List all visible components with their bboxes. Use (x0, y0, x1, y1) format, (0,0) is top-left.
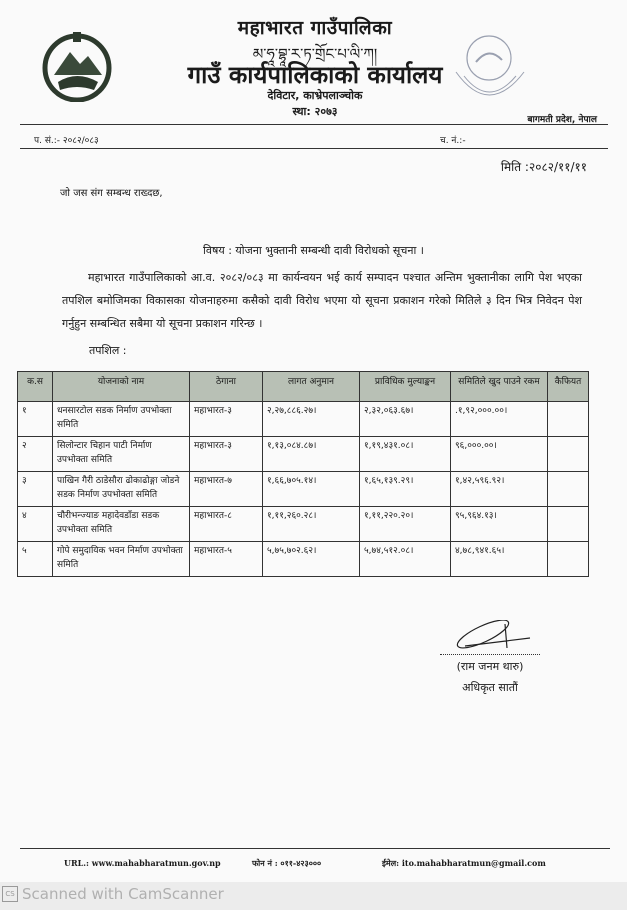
cell-remarks (548, 472, 589, 507)
details-label: तपशिल : (89, 344, 127, 357)
table-row (18, 542, 589, 577)
footer-email: ईमेल: ito.mahabharatmun@gmail.com (382, 858, 546, 868)
letter-reference-number: प. सं.:- २०८२/०८३ (34, 136, 99, 146)
cell-technical-evaluation: १,६५,१३९.२९। (360, 472, 451, 507)
camscanner-text: Scanned with CamScanner (22, 885, 224, 903)
col-header-remarks: कैफियत (548, 372, 589, 402)
cell-project-name: गोपे समुदायिक भवन निर्माण उपभोक्ता समिति (53, 542, 190, 577)
col-header-serial: क.स (18, 372, 53, 402)
municipality-name: महाभारत गाउँपालिका (237, 17, 393, 39)
camscanner-logo-icon: CS (2, 886, 18, 902)
col-header-cost-estimate: लागत अनुमान (263, 372, 360, 402)
cell-project-name: पाखिन गैरी ठाडेसौरा ढोकाढोङ्गा जोडने सडक निर्माण उपभोक्ता समिति (53, 472, 190, 507)
cell-remarks (548, 542, 589, 577)
projects-table (17, 371, 589, 577)
cell-serial: ५ (18, 542, 53, 577)
office-address: देविटार, काभ्रेपलाञ्चोक (267, 89, 363, 102)
col-header-project-name: योजनाको नाम (53, 372, 190, 402)
cell-technical-evaluation: १,१९,४३१.०८। (360, 437, 451, 472)
camscanner-watermark (2, 885, 224, 903)
signatory-name: (राम जनम थारु) (456, 660, 524, 673)
footer-phone: फोन नं : ०११-४२३००० (252, 858, 322, 868)
cell-serial: ४ (18, 507, 53, 542)
table-row (18, 507, 589, 542)
cell-cost-estimate: १,११,२६०.२८। (263, 507, 360, 542)
letter-body: महाभारत गाउँपालिकाको आ.व. २०८२/०८३ मा कार्यन्वयन भई कार्य सम्पादन पश्चात अन्तिम भुक्तानीका लागि पेश भएका तपशिल बमोजिमका विकासका योजनाहरुमा कसैको दावी विरोध भएमा यो सूचना प्रकाशन गरेको मितिले ३ दिन भित्र निवेदन पेश गर्नुहुन सम्बन्धित सबैमा यो सूचना प्रकाशन गरिन्छ । (62, 271, 582, 330)
cell-net-amount: १,४२,५९६.९२। (451, 472, 548, 507)
table-row (18, 402, 589, 437)
addressee: जो जस संग सम्बन्ध राख्दछ, (60, 188, 163, 199)
cell-technical-evaluation: १,११,२२०.२०। (360, 507, 451, 542)
dispatch-number: च. नं.:- (440, 136, 466, 146)
reference-rule (20, 148, 608, 149)
cell-address: महाभारत-७ (190, 472, 263, 507)
cell-project-name: धनसारटोल सडक निर्माण उपभोक्ता समिति (53, 402, 190, 437)
table-header-row (18, 372, 589, 402)
col-header-technical-evaluation: प्राविधिक मुल्याङ्कन (360, 372, 451, 402)
cell-remarks (548, 402, 589, 437)
cell-project-name: चौरीभन्ज्याङ महादेवडाँडा सडक उपभोक्ता समिति (53, 507, 190, 542)
footer-url: URL.: www.mahabharatmun.gov.np (64, 858, 221, 868)
municipality-name-tibetan: མ་ཧཱ་བྷཱ་ར་ཏ་གྲོང་པ་ལི་ཀ། (252, 45, 378, 63)
signature-block (420, 620, 560, 695)
cell-cost-estimate: १,६६,७०५.१४। (263, 472, 360, 507)
cell-serial: ३ (18, 472, 53, 507)
nepal-emblem-icon (42, 30, 112, 102)
cell-cost-estimate: ५,७५,७०२.६२। (263, 542, 360, 577)
cell-address: महाभारत-५ (190, 542, 263, 577)
cell-net-amount: .१,९२,०००.००। (451, 402, 548, 437)
letter-date: मिति :२०८२/११/११ (500, 160, 587, 174)
letter-subject: विषय : योजना भुक्तानी सम्बन्धी दावी विरोधको सूचना । (203, 244, 424, 257)
cell-serial: १ (18, 402, 53, 437)
cell-address: महाभारत-३ (190, 402, 263, 437)
header-rule (20, 124, 608, 125)
cell-project-name: सिलोन्टार चिहान पाटी निर्माण उपभोक्ता समिति (53, 437, 190, 472)
cell-net-amount: ९६,०००.००। (451, 437, 548, 472)
cell-technical-evaluation: २,३२,०६३.६७। (360, 402, 451, 437)
cell-remarks (548, 437, 589, 472)
table-row (18, 437, 589, 472)
col-header-net-amount: समितिले खुद पाउने रकम (451, 372, 548, 402)
col-header-address: ठेगाना (190, 372, 263, 402)
province-label: बागमती प्रदेश, नेपाल (527, 115, 597, 125)
cell-address: महाभारत-८ (190, 507, 263, 542)
signatory-title: अधिकृत सातौं (462, 681, 518, 694)
footer-rule (20, 848, 610, 849)
cell-address: महाभारत-३ (190, 437, 263, 472)
handwritten-signature-icon (445, 620, 535, 650)
signature-line (440, 654, 540, 655)
cell-remarks (548, 507, 589, 542)
cell-cost-estimate: २,२७,८८६.२७। (263, 402, 360, 437)
office-seal-stamp-icon (448, 28, 530, 110)
office-name: गाउँ कार्यपालिकाको कार्यालय (187, 61, 443, 89)
cell-cost-estimate: १,१३,०८४.८७। (263, 437, 360, 472)
cell-net-amount: ९५,९६४.१३। (451, 507, 548, 542)
cell-technical-evaluation: ५,७४,५१२.०८। (360, 542, 451, 577)
established-year: स्था: २०७३ (292, 105, 338, 118)
table-row (18, 472, 589, 507)
cell-serial: २ (18, 437, 53, 472)
cell-net-amount: ४,७८,९४१.६५। (451, 542, 548, 577)
